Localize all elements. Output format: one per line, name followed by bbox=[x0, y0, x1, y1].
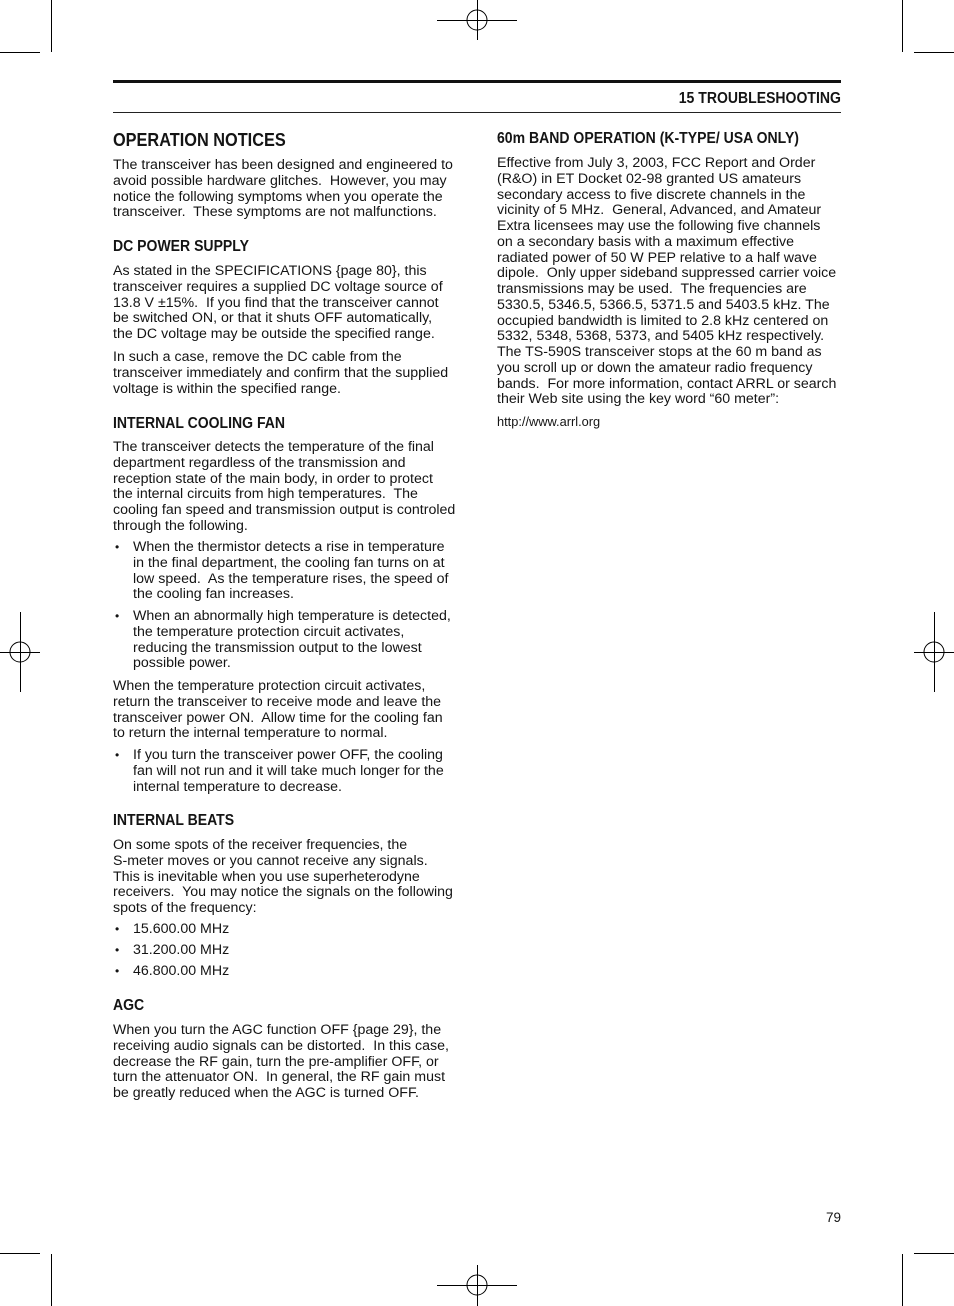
text-line: S-meter moves or you cannot receive any signals. bbox=[113, 852, 428, 869]
bullet-marker: • bbox=[115, 964, 120, 978]
bullet-marker: • bbox=[115, 943, 120, 957]
text-line: receiving audio signals can be distorted. In this case, bbox=[113, 1037, 449, 1054]
text-line: cooling fan speed and transmission output is controled bbox=[113, 502, 456, 518]
text-line: decrease the RF gain, turn the pre-amplifier OFF, or bbox=[113, 1053, 439, 1070]
text-line: (R&O) in ET Docket 02-98 granted US amateurs bbox=[497, 170, 802, 187]
text-line: In such a case, remove the DC cable from the bbox=[113, 349, 402, 365]
text-line: reception state of the main body, in order to protect bbox=[113, 470, 433, 487]
text-line: occupied bandwidth is limited to 2.8 kHz centered on bbox=[497, 312, 829, 329]
text-line: When an abnormally high temperature is detected, bbox=[133, 608, 451, 624]
bullet-marker: • bbox=[115, 922, 120, 936]
text-line: The transceiver detects the temperature of the final bbox=[113, 439, 434, 455]
text-line: 5330.5, 5346.5, 5366.5, 5371.5 and 5403.5 kHz. The bbox=[497, 296, 830, 313]
text-line: When the temperature protection circuit activates, bbox=[113, 678, 426, 694]
heading-text: INTERNAL COOLING FAN bbox=[113, 415, 286, 432]
text-line: low speed. As the temperature rises, the speed of bbox=[133, 570, 449, 587]
text-line: the cooling fan increases. bbox=[133, 586, 294, 603]
text-line: Extra licensees may use the following five channels bbox=[497, 218, 821, 234]
text-line: If you turn the transceiver power OFF, the cooling bbox=[133, 747, 443, 763]
heading-text: INTERNAL BEATS bbox=[113, 812, 235, 829]
text-line: secondary access to five discrete channels in the bbox=[497, 186, 806, 203]
page-number: 79 bbox=[825, 1210, 841, 1225]
text-line: 5332, 5348, 5368, 5373, and 5405 kHz respectively. bbox=[497, 328, 825, 345]
text-line: department regardless of the transmission and bbox=[113, 454, 406, 471]
text-line: receivers. You may notice the signals on the following bbox=[113, 884, 453, 901]
frequency-value: 31.200.00 MHz bbox=[133, 942, 230, 958]
text-line: On some spots of the receiver frequencies, the bbox=[113, 837, 408, 853]
heading-text: AGC bbox=[113, 997, 145, 1014]
text-line: When the thermistor detects a rise in temperature bbox=[133, 539, 445, 555]
text-line: vicinity of 5 MHz. General, Advanced, and Amateur bbox=[497, 202, 822, 219]
text-line: to return the internal temperature to normal. bbox=[113, 725, 388, 742]
text-line: return the transceiver to receive mode and leave the bbox=[113, 693, 442, 710]
text-line: transceiver immediately and confirm that the supplied bbox=[113, 364, 449, 381]
text-line: be greatly reduced when the AGC is turned OFF. bbox=[113, 1085, 419, 1101]
running-header-text: 15 TROUBLESHOOTING bbox=[678, 90, 841, 107]
text-line: turn the attenuator ON. In general, the RF gain must bbox=[113, 1069, 446, 1086]
text-line: transceiver power ON. Allow time for the cooling fan bbox=[113, 709, 443, 726]
heading-60m-band-operation bbox=[497, 129, 843, 149]
text-line: bands. For more information, contact ARRL or search bbox=[497, 375, 837, 392]
text-line: The TS-590S transceiver stops at the 60 m band as bbox=[497, 344, 822, 360]
text-line: notice the following symptoms when you operate the bbox=[113, 188, 443, 205]
bullet-marker: • bbox=[115, 540, 120, 554]
text-line: the temperature protection circuit activates, bbox=[133, 623, 405, 640]
text-line: the internal circuits from high temperatures. The bbox=[113, 486, 418, 503]
text-line: transceiver. These symptoms are not malfunctions. bbox=[113, 204, 437, 221]
bullet-marker: • bbox=[115, 609, 120, 623]
text-line: reducing the transmission output to the lowest bbox=[133, 639, 422, 656]
arrl-url[interactable] bbox=[497, 414, 843, 429]
text-line: As stated in the SPECIFICATIONS {page 80}, this bbox=[113, 263, 427, 279]
text-line: The transceiver has been designed and engineered to bbox=[113, 157, 453, 173]
text-line: When you turn the AGC function OFF {page 29}, the bbox=[113, 1022, 442, 1038]
text-line: be switched ON, or that it shuts OFF automatically, bbox=[113, 310, 433, 327]
heading-text: DC POWER SUPPLY bbox=[113, 238, 249, 255]
text-line: 13.8 V ±15%. If you find that the transceiver cannot bbox=[113, 294, 439, 311]
text-line: you scroll up or down the amateur radio frequency bbox=[497, 359, 813, 376]
text-line: This is inevitable when you use superheterodyne bbox=[113, 868, 420, 885]
text-line: fan will not run and it will take much longer for the bbox=[133, 762, 444, 779]
text-line: on a secondary basis with a maximum effective bbox=[497, 233, 795, 250]
text-line: transceiver requires a supplied DC voltage source of bbox=[113, 278, 443, 295]
text-line: avoid possible hardware glitches. However, you may bbox=[113, 172, 447, 189]
heading-text: 60m BAND OPERATION (K-TYPE/ USA ONLY) bbox=[497, 130, 799, 147]
frequency-value: 15.600.00 MHz bbox=[133, 921, 230, 937]
text-line: transmissions may be used. The frequencies are bbox=[497, 281, 807, 297]
text-line: their Web site using the key word “60 meter”: bbox=[497, 391, 780, 408]
text-line: dipole. Only upper sideband suppressed carrier voice bbox=[497, 265, 837, 282]
text-line: in the final department, the cooling fan turns on at bbox=[133, 554, 445, 571]
text-line: Effective from July 3, 2003, FCC Report and Order bbox=[497, 155, 816, 171]
text-line: possible power. bbox=[133, 655, 231, 672]
frequency-value: 46.800.00 MHz bbox=[133, 963, 230, 979]
bullet-marker: • bbox=[115, 748, 120, 762]
text-line: internal temperature to decrease. bbox=[133, 778, 342, 795]
arrl-url-text[interactable]: http://www.arrl.org bbox=[497, 414, 601, 429]
text-line: voltage is within the specified range. bbox=[113, 380, 341, 397]
text-line: through the following. bbox=[113, 517, 248, 534]
text-line: radiated power of 50 W PEP relative to a half wave bbox=[497, 249, 817, 266]
text-line: spots of the frequency: bbox=[113, 900, 257, 916]
page-title-text: OPERATION NOTICES bbox=[113, 129, 286, 150]
text-line: the DC voltage may be outside the specified range. bbox=[113, 326, 435, 342]
band-60m-paragraph bbox=[497, 156, 843, 408]
